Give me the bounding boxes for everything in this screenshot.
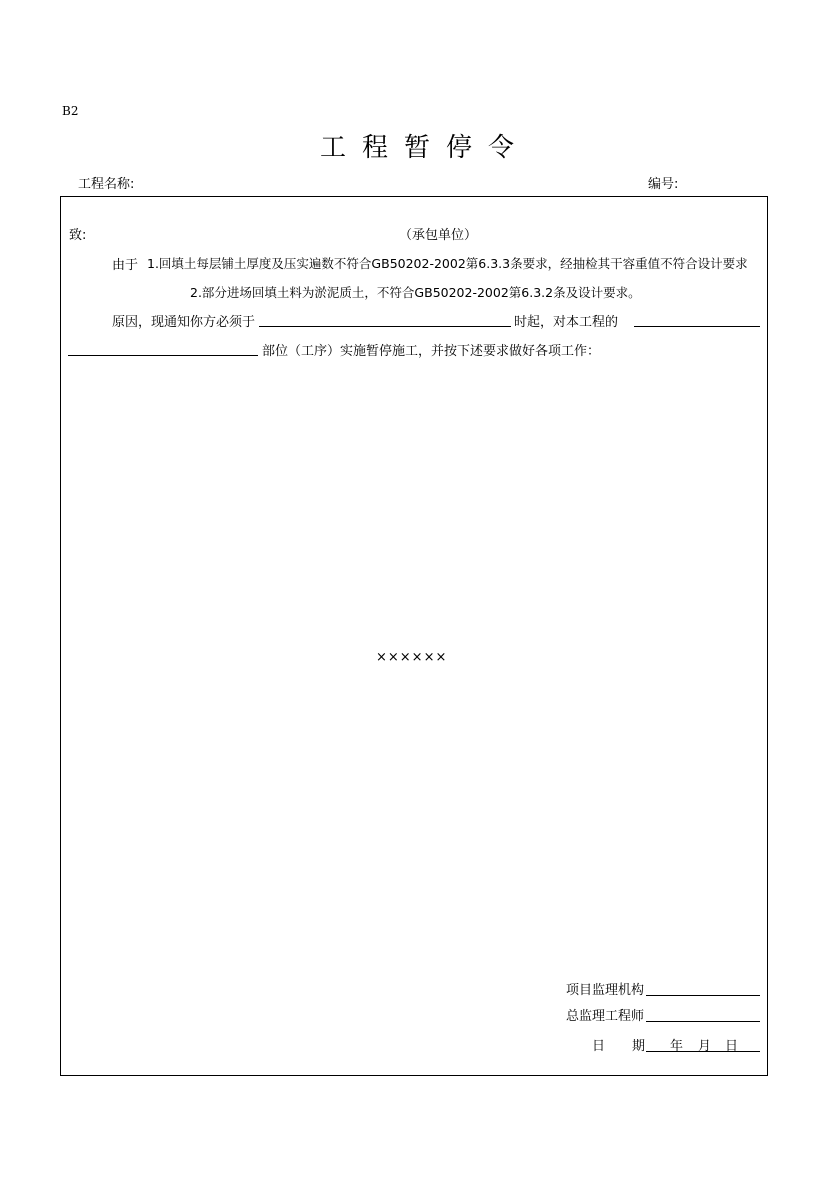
- notice-time-label: 时起，对本工程的: [514, 315, 619, 330]
- supervision-org-blank: [646, 981, 760, 996]
- chief-engineer-blank: [646, 1007, 760, 1022]
- requirements-text: ××××××: [376, 650, 448, 665]
- notice-date-blank: [259, 312, 511, 327]
- date-label-char-1: 日: [592, 1039, 606, 1054]
- notice-prefix: 原因，现通知你方必须于: [112, 315, 256, 330]
- serial-number-label: 编号:: [648, 177, 679, 192]
- date-day-label: 日: [725, 1039, 739, 1054]
- date-year-label: 年: [670, 1039, 684, 1054]
- notice-part-blank: [68, 341, 258, 356]
- notice-part-label: 部位（工序）实施暂停施工，并按下述要求做好各项工作：: [262, 344, 601, 359]
- supervision-org-label: 项目监理机构: [566, 983, 645, 998]
- notice-project-blank: [634, 312, 760, 327]
- reason-intro: 由于: [112, 258, 139, 273]
- document-title: 工程暂停令: [319, 133, 530, 163]
- to-label: 致:: [69, 228, 87, 243]
- reason-item-2: 2.部分进场回填土料为淤泥质土，不符合GB50202-2002第6.3.2条及设计要求。: [190, 285, 641, 300]
- date-month-label: 月: [698, 1039, 712, 1054]
- reason-item-1: 1.回填土每层铺土厚度及压实遍数不符合GB50202-2002第6.3.3条要求，经抽检其干容重值不符合设计要求: [147, 256, 748, 271]
- date-label-char-2: 期: [632, 1039, 646, 1054]
- project-name-label: 工程名称:: [78, 177, 135, 192]
- chief-engineer-label: 总监理工程师: [566, 1009, 645, 1024]
- form-code: B2: [62, 104, 79, 118]
- contractor-label: （承包单位）: [399, 228, 478, 243]
